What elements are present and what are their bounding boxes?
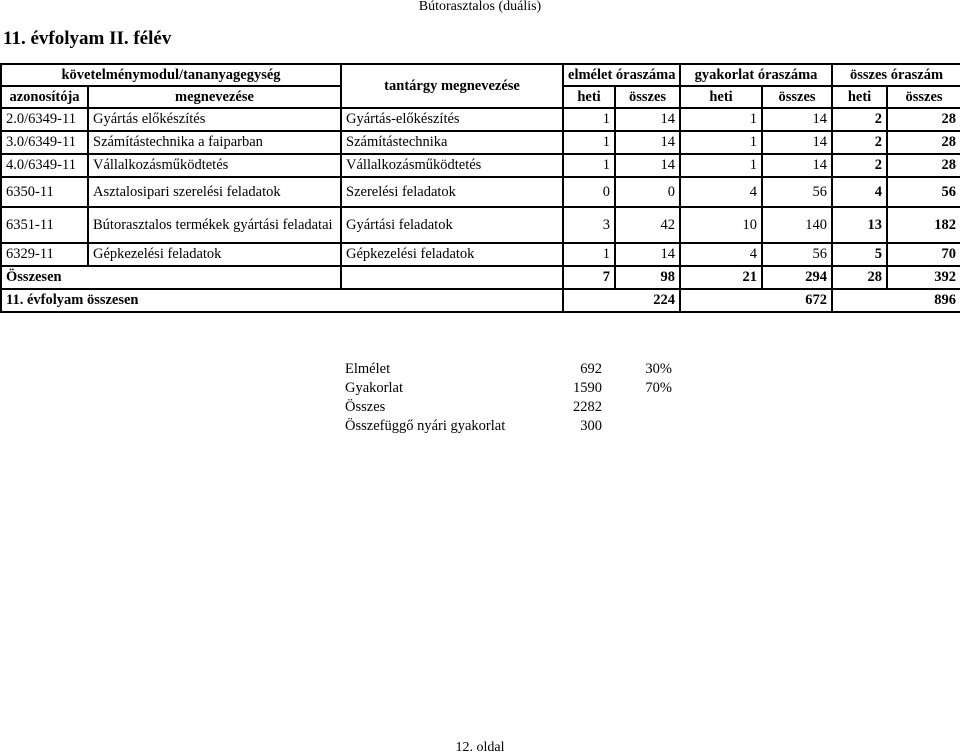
total-elmelet-osszes: 98 (615, 266, 680, 289)
total-gyakorlat-heti: 21 (680, 266, 762, 289)
row-osszes-osszes: 182 (887, 207, 960, 243)
header-osszes: összes (887, 86, 960, 108)
table-row (1, 131, 960, 154)
header-heti: heti (563, 86, 615, 108)
summary-row (341, 379, 676, 398)
row-gyakorlat-heti: 1 (680, 131, 762, 154)
header-heti: heti (680, 86, 762, 108)
total-label: Összesen (1, 266, 341, 289)
row-name: Gyártás előkészítés (88, 108, 341, 131)
table-row (1, 108, 960, 131)
summary-value: 692 (580, 361, 602, 377)
row-osszes-heti: 2 (832, 154, 887, 177)
page-number: 12. oldal (455, 740, 505, 755)
row-elmelet-heti: 1 (563, 131, 615, 154)
row-osszes-heti: 2 (832, 108, 887, 131)
row-id: 6351-11 (1, 207, 88, 243)
row-name: Asztalosipari szerelési feladatok (88, 177, 341, 207)
row-name: Számítástechnika a faiparban (88, 131, 341, 154)
header-osszes-ora: összes óraszám (832, 64, 960, 86)
year-total-gyakorlat: 672 (680, 289, 832, 312)
total-osszes-heti: 28 (832, 266, 887, 289)
header-heti: heti (832, 86, 887, 108)
total-osszes-osszes: 392 (887, 266, 960, 289)
row-osszes-osszes: 28 (887, 108, 960, 131)
row-gyakorlat-osszes: 14 (762, 154, 832, 177)
row-id: 4.0/6349-11 (1, 154, 88, 177)
row-osszes-osszes: 70 (887, 243, 960, 266)
summary-label: Összefüggő nyári gyakorlat (345, 418, 506, 434)
row-name: Bútorasztalos termékek gyártási feladatai (88, 207, 341, 243)
row-id: 6350-11 (1, 177, 88, 207)
row-id: 2.0/6349-11 (1, 108, 88, 131)
row-osszes-heti: 4 (832, 177, 887, 207)
summary-percent: 30% (645, 361, 672, 377)
row-gyakorlat-osszes: 14 (762, 131, 832, 154)
row-elmelet-osszes: 14 (615, 131, 680, 154)
row-gyakorlat-osszes: 14 (762, 108, 832, 131)
total-gyakorlat-osszes: 294 (762, 266, 832, 289)
summary-table (341, 360, 676, 436)
row-name: Gépkezelési feladatok (88, 243, 341, 266)
year-total-elmelet: 224 (563, 289, 680, 312)
table-row (1, 243, 960, 266)
row-gyakorlat-heti: 4 (680, 177, 762, 207)
row-elmelet-heti: 1 (563, 154, 615, 177)
row-gyakorlat-heti: 1 (680, 108, 762, 131)
summary-percent (606, 398, 676, 417)
row-osszes-osszes: 56 (887, 177, 960, 207)
row-elmelet-heti: 1 (563, 108, 615, 131)
header-gyakorlat: gyakorlat óraszáma (680, 64, 832, 86)
row-elmelet-osszes: 42 (615, 207, 680, 243)
row-osszes-heti: 5 (832, 243, 887, 266)
summary-label: Összes (345, 399, 386, 415)
row-id: 3.0/6349-11 (1, 131, 88, 154)
header-osszes: összes (615, 86, 680, 108)
summary-value: 1590 (573, 380, 602, 396)
total-row (1, 266, 960, 289)
row-subject: Számítástechnika (341, 131, 563, 154)
header-elmelet: elmélet óraszáma (563, 64, 680, 86)
summary-value: 300 (580, 418, 602, 434)
summary-row (341, 398, 676, 417)
summary-row (341, 417, 676, 436)
row-gyakorlat-osszes: 56 (762, 177, 832, 207)
row-subject: Gyártási feladatok (341, 207, 563, 243)
year-total-label: 11. évfolyam összesen (1, 289, 563, 312)
summary-label: Gyakorlat (345, 380, 403, 396)
summary-value: 2282 (573, 399, 602, 415)
row-gyakorlat-heti: 1 (680, 154, 762, 177)
row-subject: Vállalkozásműködtetés (341, 154, 563, 177)
page-title: 11. évfolyam II. félév (3, 28, 172, 49)
row-osszes-heti: 13 (832, 207, 887, 243)
row-gyakorlat-heti: 10 (680, 207, 762, 243)
program-name: Bútorasztalos (duális) (418, 0, 542, 14)
header-megnevezes: megnevezése (88, 86, 341, 108)
year-total-row (1, 289, 960, 312)
row-elmelet-heti: 1 (563, 243, 615, 266)
row-subject: Szerelési feladatok (341, 177, 563, 207)
row-elmelet-osszes: 0 (615, 177, 680, 207)
table-row (1, 154, 960, 177)
curriculum-table (0, 63, 960, 313)
table-row (1, 177, 960, 207)
row-id: 6329-11 (1, 243, 88, 266)
summary-percent (606, 417, 676, 436)
total-empty (341, 266, 563, 289)
year-total-osszes: 896 (832, 289, 960, 312)
summary-percent: 70% (645, 380, 672, 396)
row-elmelet-heti: 0 (563, 177, 615, 207)
header-azonosito: azonosítója (1, 86, 88, 108)
row-gyakorlat-heti: 4 (680, 243, 762, 266)
row-osszes-osszes: 28 (887, 154, 960, 177)
row-elmelet-heti: 3 (563, 207, 615, 243)
row-osszes-osszes: 28 (887, 131, 960, 154)
summary-label: Elmélet (345, 361, 391, 377)
row-gyakorlat-osszes: 56 (762, 243, 832, 266)
table-header-row (1, 64, 960, 86)
row-elmelet-osszes: 14 (615, 243, 680, 266)
header-osszes: összes (762, 86, 832, 108)
row-elmelet-osszes: 14 (615, 154, 680, 177)
table-row (1, 207, 960, 243)
row-subject: Gépkezelési feladatok (341, 243, 563, 266)
row-gyakorlat-osszes: 140 (762, 207, 832, 243)
row-osszes-heti: 2 (832, 131, 887, 154)
header-targy: tantárgy megnevezése (341, 64, 563, 108)
row-name: Vállalkozásműködtetés (88, 154, 341, 177)
row-elmelet-osszes: 14 (615, 108, 680, 131)
row-subject: Gyártás-előkészítés (341, 108, 563, 131)
summary-row (341, 360, 676, 379)
total-elmelet-heti: 7 (563, 266, 615, 289)
header-modul: követelménymodul/tananyagegység (1, 64, 341, 86)
